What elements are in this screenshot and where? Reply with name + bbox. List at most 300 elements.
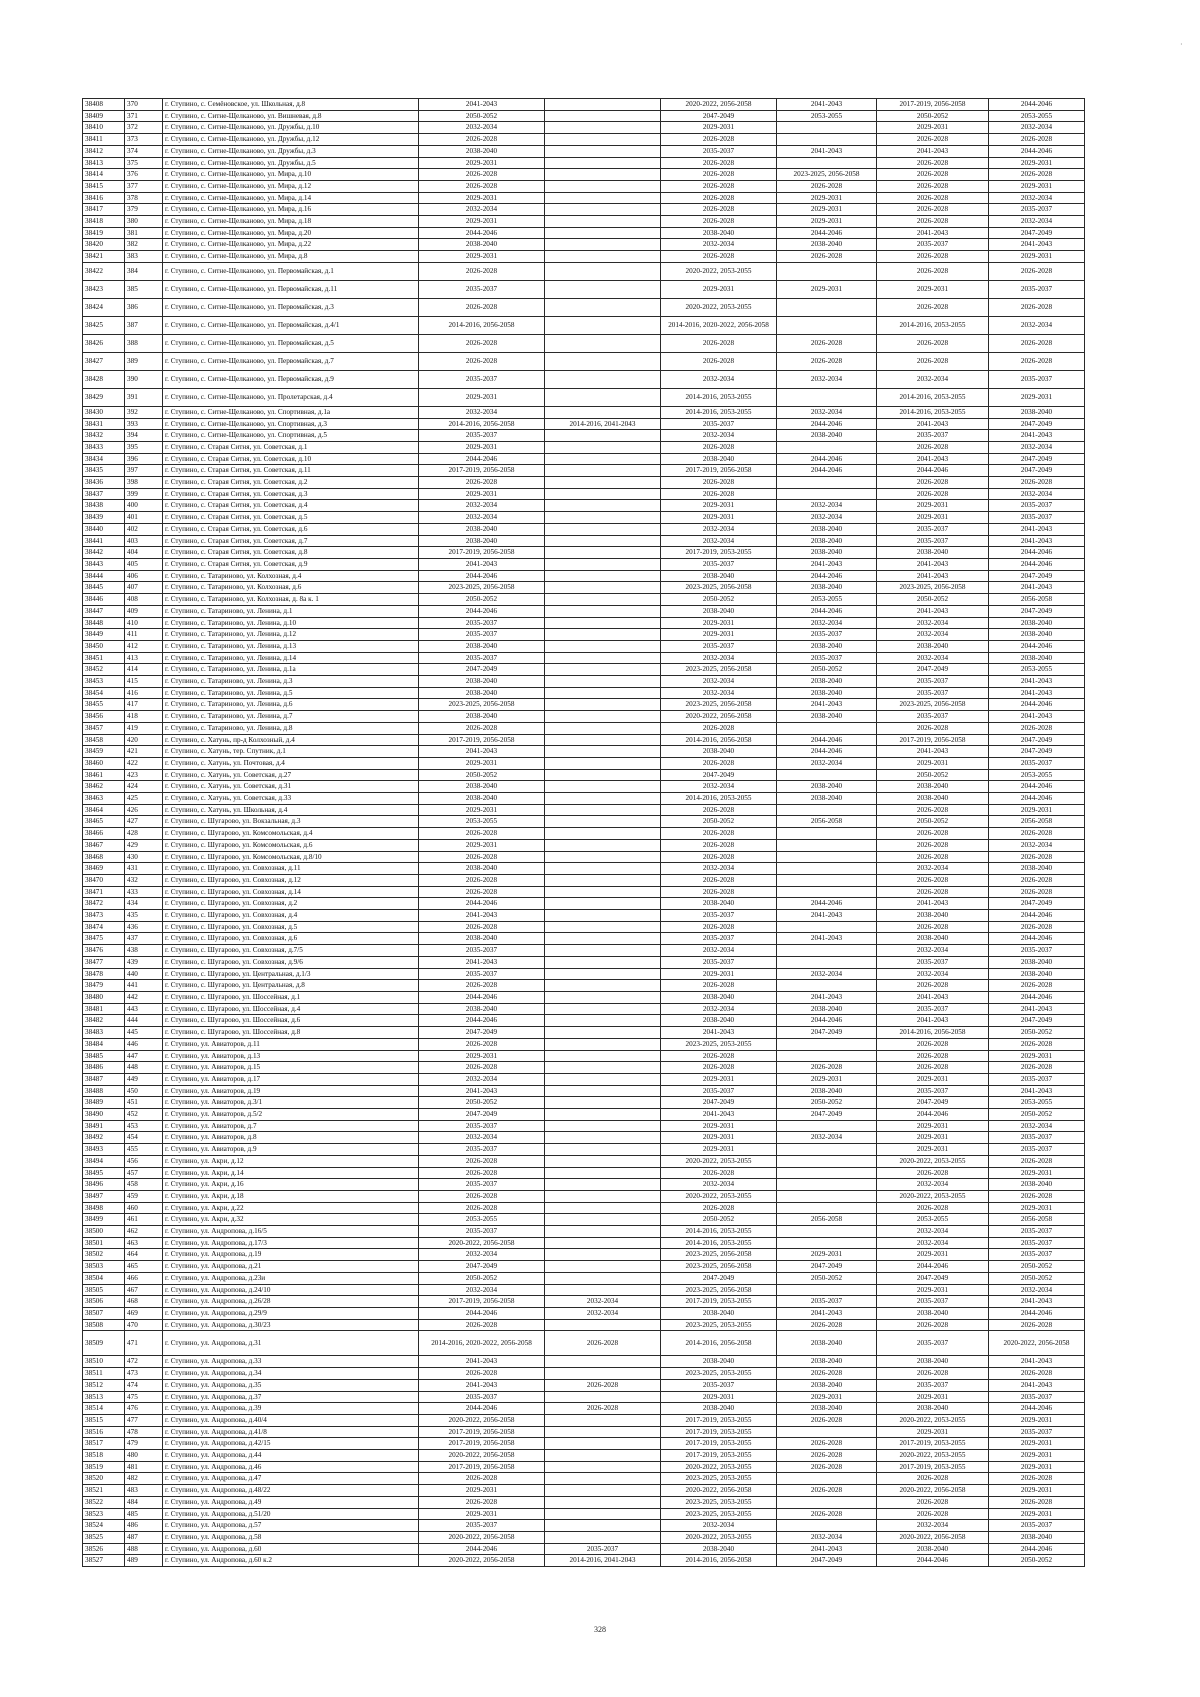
row-number-cell: 428	[125, 828, 163, 840]
period-cell-2	[545, 1132, 661, 1144]
address-cell: г. Ступино, с. Шугарово, ул. Совхозная, д.5	[163, 921, 419, 933]
period-cell-2	[545, 1226, 661, 1238]
table-row	[83, 921, 1085, 933]
row-number-cell: 479	[125, 1438, 163, 1450]
period-cell-2	[545, 793, 661, 805]
period-cell-3: 2035-2037	[661, 1085, 777, 1097]
address-cell: г. Ступино, ул. Андропова, д.57	[163, 1520, 419, 1532]
period-cell-2	[545, 262, 661, 280]
period-cell-6: 2026-2028	[989, 477, 1085, 489]
period-cell-5: 2038-2040	[877, 910, 989, 922]
period-cell-3: 2035-2037	[661, 418, 777, 430]
period-cell-2	[545, 1038, 661, 1050]
table-row	[83, 1473, 1085, 1485]
period-cell-1: 2017-2019, 2056-2058	[419, 1461, 545, 1473]
row-id-cell: 38498	[83, 1202, 125, 1214]
period-cell-1: 2032-2034	[419, 122, 545, 134]
period-cell-1: 2032-2034	[419, 1284, 545, 1296]
period-cell-6: 2026-2028	[989, 262, 1085, 280]
table-row	[83, 352, 1085, 370]
period-cell-3: 2014-2016, 2053-2055	[661, 1226, 777, 1238]
table-row	[83, 582, 1085, 594]
period-cell-2	[545, 629, 661, 641]
period-cell-5: 2026-2028	[877, 169, 989, 181]
period-cell-5: 2017-2019, 2056-2058	[877, 734, 989, 746]
period-cell-6: 2044-2046	[989, 910, 1085, 922]
table-row	[83, 441, 1085, 453]
address-cell: г. Ступино, ул. Андропова, д.34	[163, 1368, 419, 1380]
address-cell: г. Ступино, с. Ситне-Щелканово, ул. Дружбы, д.3	[163, 145, 419, 157]
period-cell-4: 2038-2040	[777, 1379, 877, 1391]
period-cell-2	[545, 512, 661, 524]
period-cell-1: 2014-2016, 2056-2058	[419, 316, 545, 334]
row-id-cell: 38477	[83, 956, 125, 968]
period-cell-5: 2050-2052	[877, 769, 989, 781]
period-cell-5: 2038-2040	[877, 933, 989, 945]
period-cell-6: 2035-2037	[989, 370, 1085, 388]
period-cell-3: 2017-2019, 2056-2058	[661, 465, 777, 477]
row-number-cell: 442	[125, 992, 163, 1004]
period-cell-2	[545, 204, 661, 216]
row-id-cell: 38504	[83, 1272, 125, 1284]
table-row	[83, 1261, 1085, 1273]
address-cell: г. Ступино, с. Ситне-Щелканово, ул. Мира, д.22	[163, 239, 419, 251]
period-cell-5: 2029-2031	[877, 1249, 989, 1261]
period-cell-3: 2023-2025, 2053-2055	[661, 1508, 777, 1520]
period-cell-3: 2014-2016, 2053-2055	[661, 1237, 777, 1249]
address-cell: г. Ступино, ул. Акри, д.22	[163, 1202, 419, 1214]
page-number: 328	[594, 1625, 606, 1634]
period-cell-4	[777, 298, 877, 316]
period-cell-3: 2017-2019, 2053-2055	[661, 1426, 777, 1438]
address-cell: г. Ступино, с. Шугарово, ул. Комсомольская, д.8/10	[163, 851, 419, 863]
period-cell-1: 2017-2019, 2056-2058	[419, 547, 545, 559]
period-cell-5: 2026-2028	[877, 334, 989, 352]
row-id-cell: 38465	[83, 816, 125, 828]
period-cell-5: 2032-2034	[877, 945, 989, 957]
period-cell-6: 2026-2028	[989, 828, 1085, 840]
period-cell-6: 2038-2040	[989, 1179, 1085, 1191]
address-cell: г. Ступино, с. Старая Ситня, ул. Советская, д.11	[163, 465, 419, 477]
period-cell-3: 2020-2022, 2053-2055	[661, 1461, 777, 1473]
row-number-cell: 484	[125, 1496, 163, 1508]
period-cell-4: 2047-2049	[777, 1261, 877, 1273]
period-cell-3: 2020-2022, 2053-2055	[661, 298, 777, 316]
period-cell-1: 2044-2046	[419, 453, 545, 465]
table-row	[83, 1167, 1085, 1179]
row-number-cell: 391	[125, 388, 163, 406]
period-cell-2	[545, 1097, 661, 1109]
period-cell-4	[777, 1473, 877, 1485]
period-cell-6: 2047-2049	[989, 453, 1085, 465]
table-row	[83, 1050, 1085, 1062]
row-id-cell: 38468	[83, 851, 125, 863]
period-cell-6: 2029-2031	[989, 1050, 1085, 1062]
row-id-cell: 38471	[83, 886, 125, 898]
row-id-cell: 38485	[83, 1050, 125, 1062]
table-row	[83, 874, 1085, 886]
table-row	[83, 1015, 1085, 1027]
period-cell-6: 2044-2046	[989, 699, 1085, 711]
period-cell-2	[545, 1062, 661, 1074]
period-cell-3: 2050-2052	[661, 816, 777, 828]
period-cell-4: 2035-2037	[777, 1296, 877, 1308]
period-cell-6: 2026-2028	[989, 722, 1085, 734]
period-cell-1: 2014-2016, 2020-2022, 2056-2058	[419, 1331, 545, 1356]
period-cell-2	[545, 1391, 661, 1403]
period-cell-4: 2032-2034	[777, 1132, 877, 1144]
address-cell: г. Ступино, ул. Андропова, д.23и	[163, 1272, 419, 1284]
address-cell: г. Ступино, с. Хатунь, тер. Спутник, д.1	[163, 746, 419, 758]
period-cell-3: 2026-2028	[661, 1050, 777, 1062]
address-cell: г. Ступино, с. Татариново, ул. Ленина, д.12	[163, 629, 419, 641]
period-cell-4: 2038-2040	[777, 582, 877, 594]
period-cell-5: 2029-2031	[877, 1144, 989, 1156]
period-cell-1: 2044-2046	[419, 992, 545, 1004]
period-cell-5: 2026-2028	[877, 874, 989, 886]
row-number-cell: 477	[125, 1414, 163, 1426]
period-cell-5: 2026-2028	[877, 477, 989, 489]
row-number-cell: 397	[125, 465, 163, 477]
period-cell-1: 2026-2028	[419, 851, 545, 863]
period-cell-2: 2032-2034	[545, 1296, 661, 1308]
period-cell-2	[545, 1249, 661, 1261]
row-number-cell: 470	[125, 1319, 163, 1331]
period-cell-3: 2026-2028	[661, 886, 777, 898]
period-cell-6: 2032-2034	[989, 1284, 1085, 1296]
row-id-cell: 38467	[83, 839, 125, 851]
period-cell-5: 2020-2022, 2053-2055	[877, 1190, 989, 1202]
period-cell-6: 2047-2049	[989, 898, 1085, 910]
period-cell-4	[777, 1284, 877, 1296]
address-cell: г. Ступино, ул. Акри, д.12	[163, 1155, 419, 1167]
row-id-cell: 38459	[83, 746, 125, 758]
period-cell-3: 2038-2040	[661, 1307, 777, 1319]
period-cell-1: 2029-2031	[419, 757, 545, 769]
period-cell-3: 2026-2028	[661, 134, 777, 146]
row-number-cell: 483	[125, 1485, 163, 1497]
row-number-cell: 468	[125, 1296, 163, 1308]
table-row	[83, 1543, 1085, 1555]
period-cell-2	[545, 1120, 661, 1132]
period-cell-5: 2053-2055	[877, 1214, 989, 1226]
table-row	[83, 512, 1085, 524]
period-cell-1: 2047-2049	[419, 664, 545, 676]
period-cell-1: 2020-2022, 2056-2058	[419, 1531, 545, 1543]
address-cell: г. Ступино, с. Шугарово, ул. Совхозная, д.12	[163, 874, 419, 886]
period-cell-5: 2014-2016, 2053-2055	[877, 388, 989, 406]
period-cell-4: 2053-2055	[777, 110, 877, 122]
period-cell-2	[545, 746, 661, 758]
table-row	[83, 122, 1085, 134]
period-cell-4: 2038-2040	[777, 793, 877, 805]
period-cell-6: 2029-2031	[989, 1508, 1085, 1520]
period-cell-3: 2026-2028	[661, 851, 777, 863]
period-cell-5: 2032-2034	[877, 629, 989, 641]
period-cell-6: 2044-2046	[989, 992, 1085, 1004]
period-cell-6: 2032-2034	[989, 122, 1085, 134]
row-id-cell: 38439	[83, 512, 125, 524]
period-cell-3: 2026-2028	[661, 352, 777, 370]
period-cell-5: 2041-2043	[877, 1015, 989, 1027]
period-cell-4	[777, 441, 877, 453]
period-cell-5: 2014-2016, 2053-2055	[877, 316, 989, 334]
table-row	[83, 488, 1085, 500]
period-cell-2	[545, 699, 661, 711]
period-cell-3: 2032-2034	[661, 370, 777, 388]
period-cell-4: 2026-2028	[777, 1485, 877, 1497]
period-cell-1: 2026-2028	[419, 1062, 545, 1074]
period-cell-2	[545, 1179, 661, 1191]
period-cell-1: 2035-2037	[419, 1520, 545, 1532]
period-cell-5: 2041-2043	[877, 453, 989, 465]
period-cell-6: 2026-2028	[989, 334, 1085, 352]
period-cell-4: 2038-2040	[777, 523, 877, 535]
address-cell: г. Ступино, с. Татариново, ул. Ленина, д.3	[163, 676, 419, 688]
row-id-cell: 38449	[83, 629, 125, 641]
period-cell-2	[545, 298, 661, 316]
row-number-cell: 460	[125, 1202, 163, 1214]
row-number-cell: 443	[125, 1003, 163, 1015]
period-cell-4	[777, 1179, 877, 1191]
row-number-cell: 404	[125, 547, 163, 559]
row-id-cell: 38435	[83, 465, 125, 477]
table-row	[83, 699, 1085, 711]
period-cell-6: 2044-2046	[989, 1307, 1085, 1319]
row-number-cell: 385	[125, 280, 163, 298]
period-cell-5: 2026-2028	[877, 216, 989, 228]
period-cell-1: 2035-2037	[419, 280, 545, 298]
period-cell-2	[545, 757, 661, 769]
period-cell-3: 2038-2040	[661, 1403, 777, 1415]
period-cell-5: 2026-2028	[877, 839, 989, 851]
row-id-cell: 38464	[83, 804, 125, 816]
address-cell: г. Ступино, ул. Акри, д.18	[163, 1190, 419, 1202]
row-number-cell: 387	[125, 316, 163, 334]
period-cell-2	[545, 157, 661, 169]
table-row	[83, 956, 1085, 968]
period-cell-5: 2041-2043	[877, 570, 989, 582]
row-number-cell: 469	[125, 1307, 163, 1319]
period-cell-4: 2038-2040	[777, 430, 877, 442]
period-cell-6: 2056-2058	[989, 816, 1085, 828]
period-cell-3: 2032-2034	[661, 430, 777, 442]
row-number-cell: 410	[125, 617, 163, 629]
period-cell-5: 2020-2022, 2053-2055	[877, 1414, 989, 1426]
period-cell-4	[777, 388, 877, 406]
row-number-cell: 461	[125, 1214, 163, 1226]
period-cell-3: 2035-2037	[661, 558, 777, 570]
period-cell-6: 2029-2031	[989, 157, 1085, 169]
address-cell: г. Ступино, с. Шугарово, ул. Комсомольская, д.4	[163, 828, 419, 840]
period-cell-4: 2050-2052	[777, 1272, 877, 1284]
period-cell-3: 2038-2040	[661, 746, 777, 758]
period-cell-2	[545, 804, 661, 816]
address-cell: г. Ступино, с. Старая Ситня, ул. Советская, д.9	[163, 558, 419, 570]
row-id-cell: 38518	[83, 1450, 125, 1462]
address-cell: г. Ступино, с. Старая Ситня, ул. Советская, д.1	[163, 441, 419, 453]
period-cell-5: 2020-2022, 2053-2055	[877, 1155, 989, 1167]
row-id-cell: 38489	[83, 1097, 125, 1109]
period-cell-5: 2026-2028	[877, 441, 989, 453]
period-cell-1: 2035-2037	[419, 1179, 545, 1191]
row-number-cell: 447	[125, 1050, 163, 1062]
period-cell-2	[545, 1520, 661, 1532]
address-cell: г. Ступино, ул. Авиаторов, д.3/1	[163, 1097, 419, 1109]
period-cell-2	[545, 110, 661, 122]
period-cell-4	[777, 316, 877, 334]
period-cell-1: 2026-2028	[419, 722, 545, 734]
period-cell-4: 2041-2043	[777, 933, 877, 945]
table-row	[83, 99, 1085, 111]
table-row	[83, 316, 1085, 334]
row-id-cell: 38411	[83, 134, 125, 146]
period-cell-2	[545, 558, 661, 570]
period-cell-5: 2050-2052	[877, 110, 989, 122]
period-cell-4	[777, 945, 877, 957]
table-row	[83, 863, 1085, 875]
row-number-cell: 453	[125, 1120, 163, 1132]
table-row	[83, 239, 1085, 251]
period-cell-4: 2038-2040	[777, 1085, 877, 1097]
period-cell-2	[545, 781, 661, 793]
address-cell: г. Ступино, ул. Авиаторов, д.8	[163, 1132, 419, 1144]
row-id-cell: 38445	[83, 582, 125, 594]
period-cell-6: 2038-2040	[989, 1531, 1085, 1543]
period-cell-2	[545, 535, 661, 547]
period-cell-6: 2041-2043	[989, 687, 1085, 699]
row-number-cell: 434	[125, 898, 163, 910]
period-cell-1: 2026-2028	[419, 298, 545, 316]
period-cell-6: 2026-2028	[989, 1190, 1085, 1202]
period-cell-4: 2044-2046	[777, 746, 877, 758]
period-cell-2	[545, 910, 661, 922]
period-cell-2	[545, 239, 661, 251]
address-cell: г. Ступино, с. Старая Ситня, ул. Советская, д.8	[163, 547, 419, 559]
row-id-cell: 38517	[83, 1438, 125, 1450]
period-cell-1: 2026-2028	[419, 180, 545, 192]
row-id-cell: 38424	[83, 298, 125, 316]
period-cell-3: 2038-2040	[661, 570, 777, 582]
row-id-cell: 38525	[83, 1531, 125, 1543]
period-cell-3: 2035-2037	[661, 145, 777, 157]
address-cell: г. Ступино, с. Старая Ситня, ул. Советская, д.3	[163, 488, 419, 500]
period-cell-3: 2014-2016, 2053-2055	[661, 406, 777, 418]
address-cell: г. Ступино, с. Шугарово, ул. Совхозная, д.4	[163, 910, 419, 922]
period-cell-2	[545, 722, 661, 734]
period-cell-4: 2038-2040	[777, 1403, 877, 1415]
period-cell-4: 2026-2028	[777, 1319, 877, 1331]
table-row	[83, 500, 1085, 512]
period-cell-1: 2026-2028	[419, 477, 545, 489]
table-row	[83, 558, 1085, 570]
address-cell: г. Ступино, с. Ситне-Щелканово, ул. Первомайская, д.7	[163, 352, 419, 370]
period-cell-3: 2017-2019, 2053-2055	[661, 1450, 777, 1462]
period-cell-2	[545, 453, 661, 465]
period-cell-1: 2041-2043	[419, 1379, 545, 1391]
row-number-cell: 377	[125, 180, 163, 192]
period-cell-5: 2032-2034	[877, 863, 989, 875]
address-cell: г. Ступино, ул. Акри, д.14	[163, 1167, 419, 1179]
period-cell-3: 2026-2028	[661, 334, 777, 352]
row-id-cell: 38463	[83, 793, 125, 805]
period-cell-4: 2044-2046	[777, 734, 877, 746]
period-cell-1: 2026-2028	[419, 1190, 545, 1202]
period-cell-6: 2026-2028	[989, 352, 1085, 370]
row-number-cell: 419	[125, 722, 163, 734]
period-cell-3: 2032-2034	[661, 687, 777, 699]
row-number-cell: 439	[125, 956, 163, 968]
period-cell-1: 2026-2028	[419, 1167, 545, 1179]
period-cell-6: 2032-2034	[989, 192, 1085, 204]
period-cell-1: 2035-2037	[419, 370, 545, 388]
row-id-cell: 38474	[83, 921, 125, 933]
period-cell-2	[545, 227, 661, 239]
period-cell-2	[545, 863, 661, 875]
address-cell: г. Ступино, с. Татариново, ул. Ленина, д.13	[163, 640, 419, 652]
period-cell-1: 2032-2034	[419, 1073, 545, 1085]
period-cell-3: 2026-2028	[661, 477, 777, 489]
row-id-cell: 38430	[83, 406, 125, 418]
period-cell-4: 2053-2055	[777, 594, 877, 606]
table-row	[83, 192, 1085, 204]
period-cell-6: 2029-2031	[989, 1202, 1085, 1214]
row-number-cell: 446	[125, 1038, 163, 1050]
table-row	[83, 746, 1085, 758]
period-cell-5: 2035-2037	[877, 239, 989, 251]
period-cell-1: 2017-2019, 2056-2058	[419, 1296, 545, 1308]
row-number-cell: 466	[125, 1272, 163, 1284]
row-id-cell: 38454	[83, 687, 125, 699]
period-cell-5: 2044-2046	[877, 1109, 989, 1121]
row-id-cell: 38488	[83, 1085, 125, 1097]
row-id-cell: 38522	[83, 1496, 125, 1508]
period-cell-6: 2026-2028	[989, 1155, 1085, 1167]
table-row	[83, 1226, 1085, 1238]
period-cell-6: 2035-2037	[989, 512, 1085, 524]
period-cell-2	[545, 570, 661, 582]
row-id-cell: 38470	[83, 874, 125, 886]
row-id-cell: 38427	[83, 352, 125, 370]
period-cell-4: 2047-2049	[777, 1555, 877, 1567]
period-cell-6: 2029-2031	[989, 1414, 1085, 1426]
period-cell-1: 2035-2037	[419, 430, 545, 442]
address-cell: г. Ступино, ул. Андропова, д.33	[163, 1356, 419, 1368]
period-cell-1: 2035-2037	[419, 1226, 545, 1238]
period-cell-6: 2029-2031	[989, 1438, 1085, 1450]
period-cell-2: 2026-2028	[545, 1403, 661, 1415]
period-cell-3: 2041-2043	[661, 1027, 777, 1039]
row-number-cell: 473	[125, 1368, 163, 1380]
row-number-cell: 486	[125, 1520, 163, 1532]
row-number-cell: 474	[125, 1379, 163, 1391]
table-row	[83, 406, 1085, 418]
period-cell-2	[545, 874, 661, 886]
period-cell-1: 2026-2028	[419, 1202, 545, 1214]
table-row	[83, 629, 1085, 641]
period-cell-4: 2044-2046	[777, 605, 877, 617]
period-cell-1: 2038-2040	[419, 523, 545, 535]
address-cell: г. Ступино, с. Ситне-Щелканово, ул. Мира, д.8	[163, 251, 419, 263]
period-cell-5: 2047-2049	[877, 664, 989, 676]
table-row	[83, 465, 1085, 477]
table-row	[83, 1485, 1085, 1497]
address-cell: г. Ступино, с. Шугарово, ул. Совхозная, д.6	[163, 933, 419, 945]
row-id-cell: 38425	[83, 316, 125, 334]
period-cell-4	[777, 1426, 877, 1438]
table-row	[83, 216, 1085, 228]
period-cell-5: 2026-2028	[877, 134, 989, 146]
